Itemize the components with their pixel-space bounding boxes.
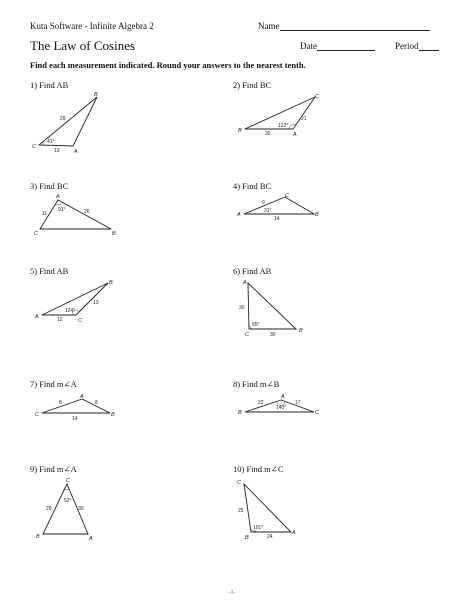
period-label: Period [395, 41, 419, 51]
problem-6-triangle [233, 276, 313, 346]
side-ba-length: 22 [258, 400, 264, 406]
side-ab-length: 26 [84, 209, 90, 215]
vertex-c: C [245, 332, 249, 338]
date-label: Date [300, 41, 317, 51]
problem-9-triangle [30, 474, 110, 544]
vertex-b: B [109, 280, 113, 286]
problem-10-label: 10) Find m∠C [233, 464, 284, 474]
side-ca-length: 8 [59, 400, 62, 406]
vertex-c: C [285, 193, 289, 199]
problem-5-triangle [30, 276, 120, 331]
angle-b-measure: 101° [253, 525, 264, 531]
vertex-a: A [35, 314, 39, 320]
vertex-a: A [237, 212, 241, 218]
vertex-b: B [238, 128, 242, 134]
side-ac-length: 9 [262, 200, 265, 206]
vertex-b: B [299, 328, 303, 334]
side-bc-length: 29 [46, 506, 52, 512]
vertex-c: C [315, 410, 319, 416]
angle-a-measure: 122° [278, 123, 289, 129]
vertex-b: B [245, 535, 249, 541]
side-bc-length: 13 [93, 300, 99, 306]
vertex-b: B [36, 534, 40, 540]
side-cb-length: 25 [238, 508, 244, 514]
side-ba-length: 24 [267, 534, 273, 540]
vertex-b: B [112, 231, 116, 237]
angle-a-measure: 140° [276, 405, 287, 411]
instructions: Find each measurement indicated. Round your answers to the nearest tenth. [30, 60, 306, 70]
vertex-a: A [243, 280, 247, 286]
side-ba-length: 30 [265, 131, 271, 137]
side-ca-length: 30 [78, 506, 84, 512]
name-field [258, 21, 430, 31]
name-label: Name [258, 21, 280, 31]
vertex-a: A [74, 149, 78, 155]
vertex-c: C [237, 480, 241, 486]
side-ab-length: 14 [274, 216, 280, 222]
vertex-c: C [78, 318, 82, 324]
problem-10-triangle [233, 474, 313, 544]
date-field [300, 41, 375, 51]
vertex-c: C [315, 94, 319, 100]
side-ac-length: 12 [57, 317, 63, 323]
vertex-b: B [111, 412, 115, 418]
worksheet-source: Kuta Software - Infinite Algebra 2 [30, 21, 154, 31]
vertex-b: B [94, 92, 98, 98]
side-ab-length: 8 [95, 400, 98, 406]
date-line [317, 41, 375, 51]
problem-7-label: 7) Find m∠A [30, 379, 77, 389]
page-number: -1- [228, 590, 236, 596]
period-line [419, 41, 439, 51]
angle-a-measure: 31° [264, 208, 272, 214]
side-ac-length: 21 [301, 116, 307, 122]
vertex-a: A [281, 394, 285, 400]
angle-c-measure: 41° [47, 139, 55, 145]
vertex-a: A [56, 194, 60, 200]
vertex-c: C [35, 412, 39, 418]
vertex-c: C [32, 144, 36, 150]
vertex-a: A [292, 530, 296, 536]
problem-8-triangle [233, 388, 333, 428]
problem-1-label: 1) Find AB [30, 80, 69, 90]
period-field [395, 41, 439, 51]
problem-9-label: 9) Find m∠A [30, 464, 77, 474]
angle-c-measure: 52° [64, 498, 72, 504]
problem-3-label: 3) Find BC [30, 181, 69, 191]
problem-7-triangle [30, 388, 120, 428]
side-ca-length: 13 [54, 148, 60, 154]
problem-4-label: 4) Find BC [233, 181, 272, 191]
side-cb-length: 30 [270, 332, 276, 338]
vertex-b: B [238, 410, 242, 416]
page-title: The Law of Cosines [30, 38, 136, 53]
vertex-a: A [293, 132, 297, 138]
vertex-a: A [89, 536, 93, 542]
angle-c-measure: 85° [252, 322, 260, 328]
problem-6-label: 6) Find AB [233, 266, 272, 276]
angle-a-measure: 91° [58, 207, 66, 213]
problem-2-triangle [233, 90, 333, 145]
vertex-c: C [34, 231, 38, 237]
problem-2-label: 2) Find BC [233, 80, 272, 90]
side-ac-length: 30 [239, 305, 245, 311]
problem-1-triangle [30, 90, 110, 160]
problem-8-label: 8) Find m∠B [233, 379, 280, 389]
side-cb-length: 29 [60, 116, 66, 122]
vertex-b: B [315, 212, 319, 218]
vertex-c: C [66, 478, 70, 484]
side-ac-length: 11 [42, 211, 48, 217]
problem-5-label: 5) Find AB [30, 266, 69, 276]
vertex-a: A [80, 394, 84, 400]
problem-3-triangle [30, 190, 120, 240]
angle-c-measure: 124° [65, 308, 76, 314]
side-ac-length: 17 [295, 400, 301, 406]
name-line [280, 21, 430, 31]
problem-4-triangle [233, 190, 333, 230]
side-cb-length: 14 [72, 416, 78, 422]
